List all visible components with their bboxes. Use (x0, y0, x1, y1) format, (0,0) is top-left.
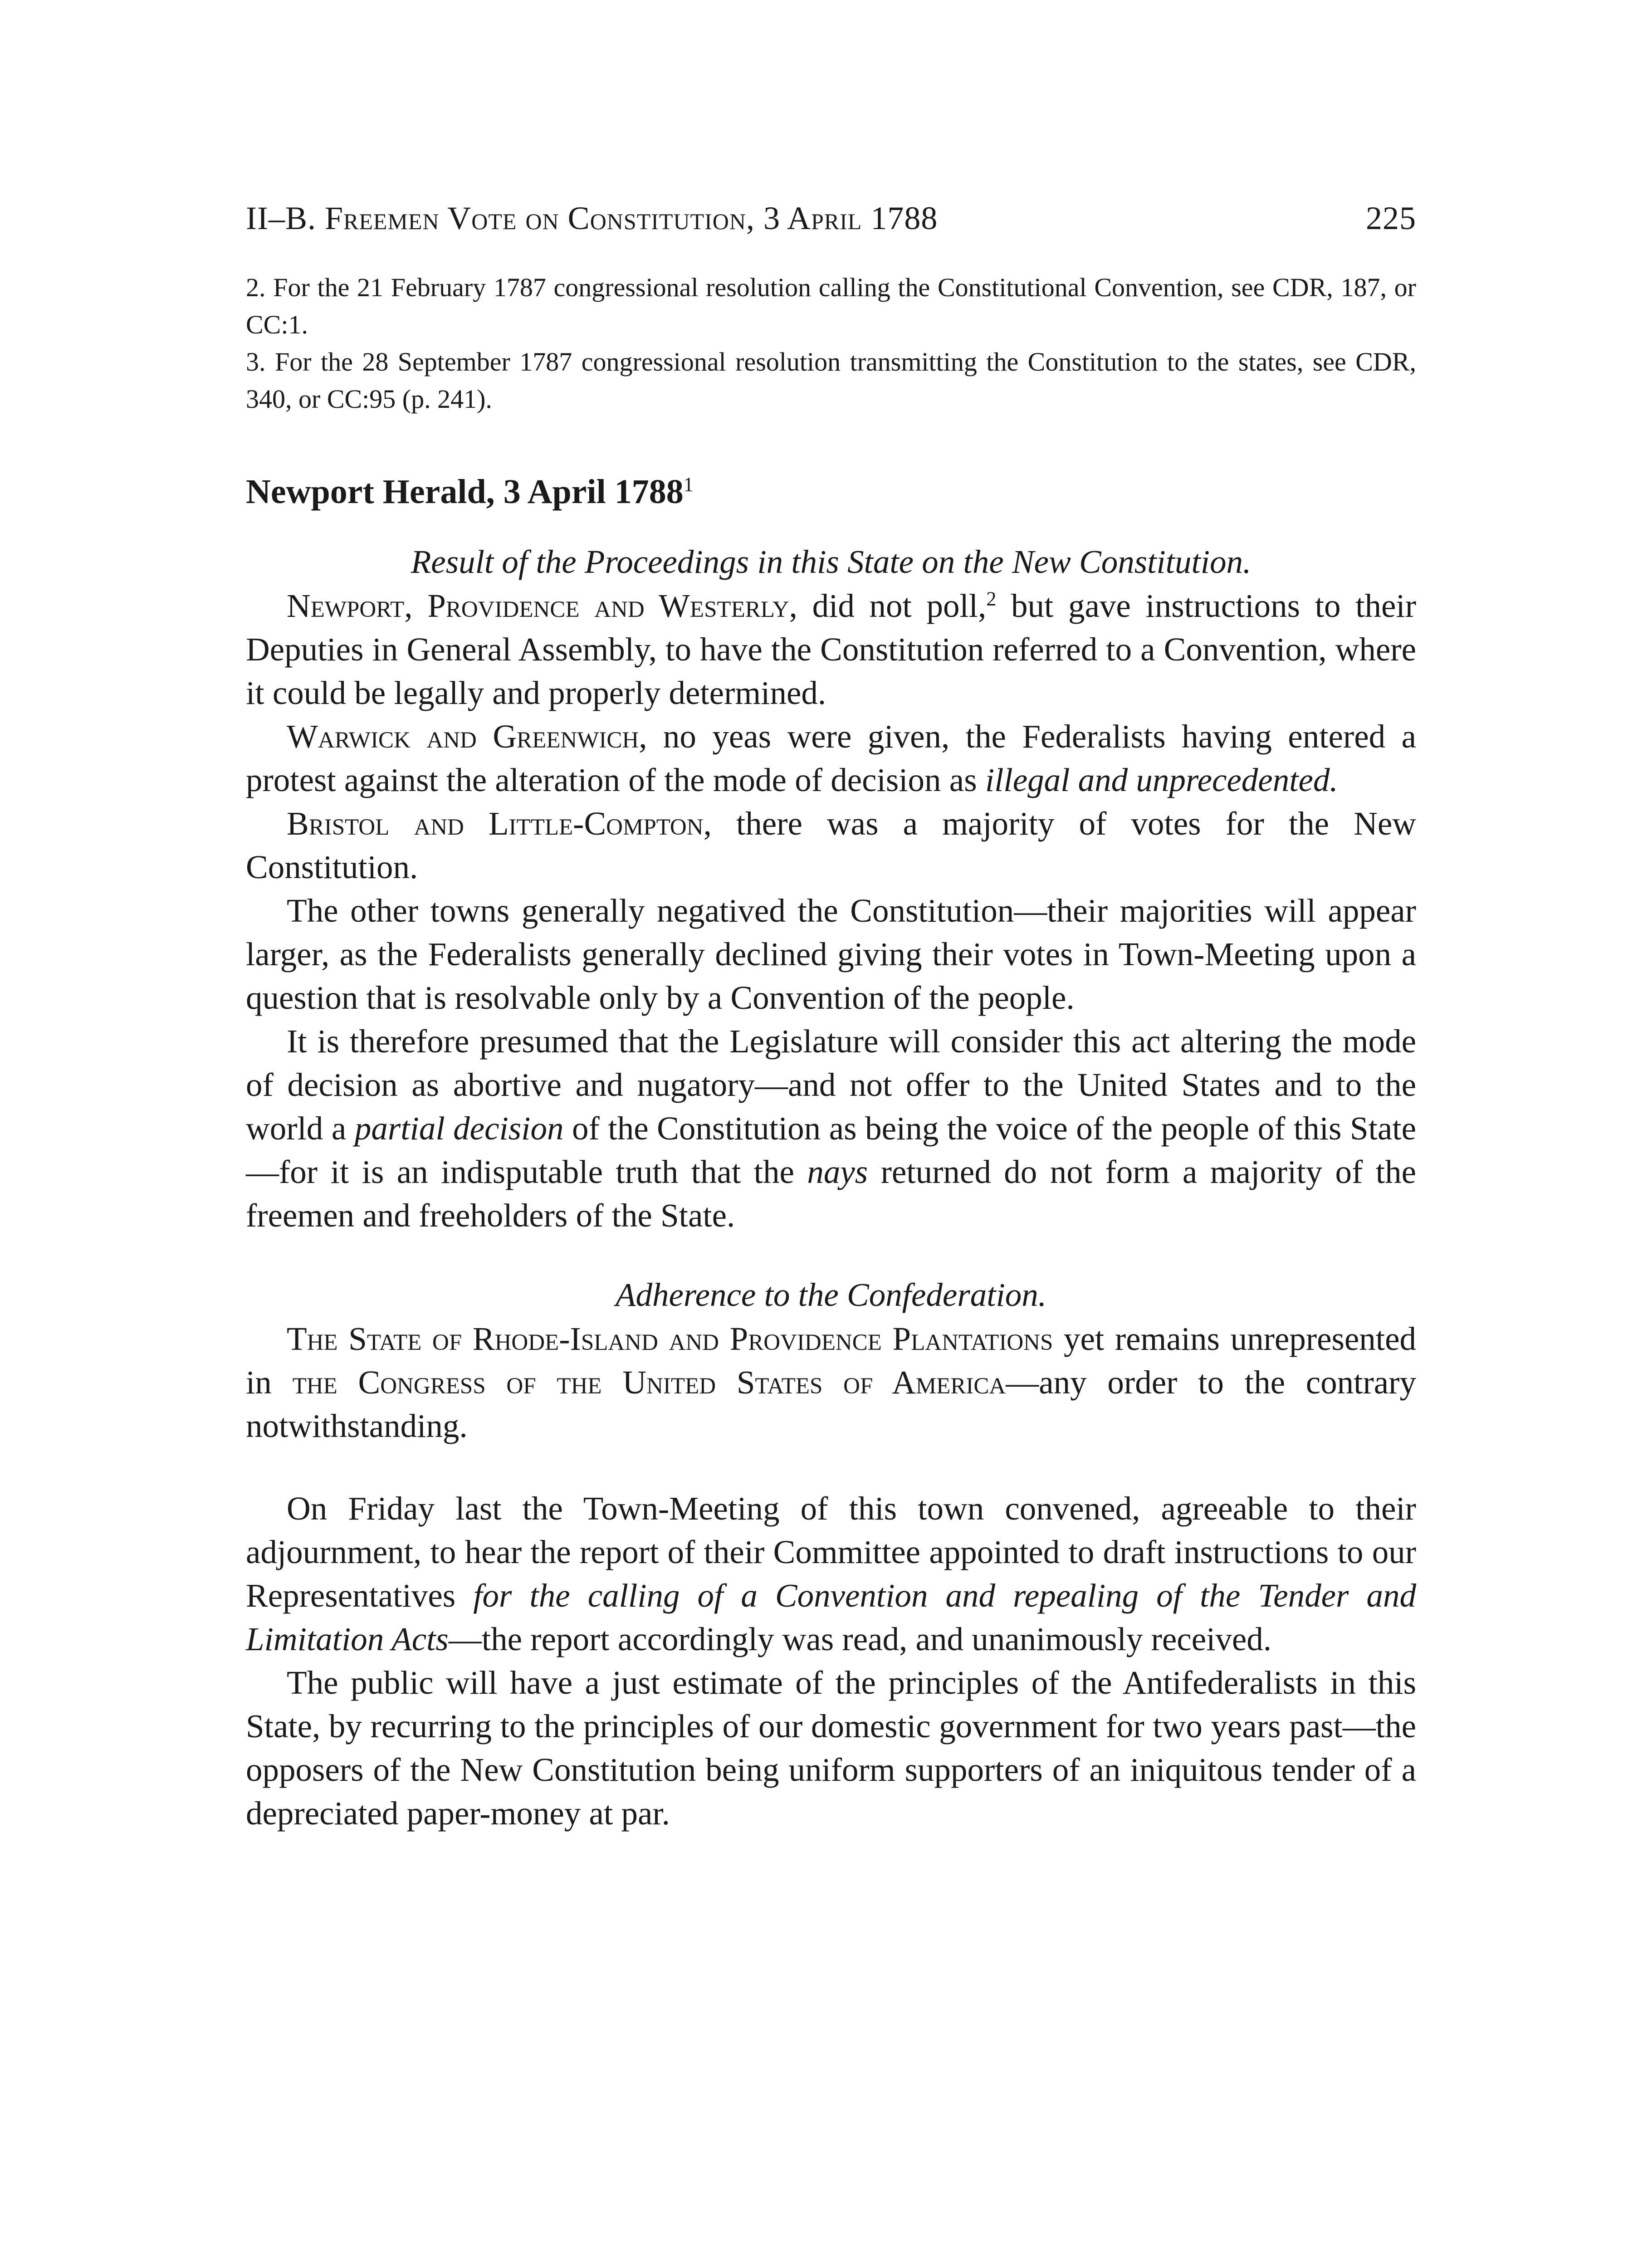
paragraph-emphasis: for the calling of a Convention and repealing of the Tender and Limitation Acts (246, 1577, 1416, 1657)
paragraph-emphasis: partial decision (354, 1110, 564, 1147)
paragraph-text: —the report accordingly was read, and unanimously received. (448, 1621, 1272, 1657)
paragraph-text: of the Constitution as being the voice of the people of this State—for it is an indisputable truth that the (246, 1110, 1416, 1190)
paragraph-text: —any order to the contrary notwithstanding. (246, 1364, 1416, 1444)
paragraph-emphasis: nays (807, 1154, 868, 1190)
town-names-bristol: Bristol and Little-Compton (287, 805, 704, 842)
paragraph-town-meeting (246, 1487, 1416, 1661)
page-number: 225 (1366, 200, 1416, 236)
paragraph-text: , there was a majority of votes for the New Constitution. (246, 805, 1416, 885)
paragraph-text: yet remains unrepresented in (246, 1320, 1416, 1401)
paragraph-text: It is therefore presumed that the Legislature will consider this act altering the mode of decision as abortive and nugatory—and not offer to the United States and to the world a (246, 1023, 1416, 1147)
footnote-2: 2. For the 21 February 1787 congressional resolution calling the Constitutional Convention, see CDR, 187, or CC:1. (246, 273, 1416, 339)
article-body (246, 584, 1416, 1237)
paragraph-warwick (246, 715, 1416, 802)
footnotes (246, 269, 1416, 418)
paragraph-newport (246, 584, 1416, 715)
paragraph-legislature (246, 1020, 1416, 1237)
paragraph-antifederalists: The public will have a just estimate of the principles of the Antifederalists in this State, by recurring to the principles of our domestic government for two years past—the opposers of the New Constitution being uniform supporters of an iniquitous tender of a depreciated paper-money at par. (246, 1664, 1416, 1832)
section-subhead-result: Result of the Proceedings in this State on the New Constitution. (411, 543, 1252, 580)
congress-name: the Congress of the United States of America (292, 1364, 1006, 1401)
article-heading (246, 472, 1416, 512)
running-head (246, 200, 1416, 237)
section-subhead-confederation: Adherence to the Confederation. (615, 1276, 1047, 1313)
paragraph-text: , did not poll, (789, 587, 987, 624)
paragraph-rhode-island (246, 1317, 1416, 1448)
state-name: The State of Rhode-Island and Providence Plantations (287, 1320, 1053, 1357)
article-heading-text: Newport Herald, 3 April 1788 (246, 473, 684, 511)
paragraph-other-towns: The other towns generally negatived the Constitution—their majorities will appear larger, as the Federalists generally declined giving their votes in Town-Meeting upon a question that is resolvable only by a Convention of the people. (246, 892, 1416, 1016)
paragraph-text: but gave instructions to their Deputies in General Assembly, to have the Constitution referred to a Convention, where it could be legally and properly determined. (246, 587, 1417, 711)
footnote-ref-2: 2 (986, 587, 997, 610)
paragraph-text: , no yeas were given, the Federalists having entered a protest against the alteration of the mode of decision as (246, 718, 1417, 798)
paragraph-emphasis: illegal and unprecedented. (985, 762, 1338, 798)
article-body-continued (246, 1317, 1416, 1835)
town-names-warwick: Warwick and Greenwich (287, 718, 639, 755)
running-head-title: II–B. Freemen Vote on Constitution, 3 April 1788 (246, 200, 938, 236)
footnote-3: 3. For the 28 September 1787 congressional resolution transmitting the Constitution to the states, see CDR, 340, or CC:95 (p. 241). (246, 347, 1416, 414)
paragraph-text: On Friday last the Town-Meeting of this town convened, agreeable to their adjournment, to hear the report of their Committee appointed to draft instructions to our Representatives (246, 1490, 1416, 1614)
article-heading-note-ref: 1 (683, 473, 694, 496)
document-page (246, 200, 1416, 1835)
paragraph-bristol (246, 802, 1416, 889)
paragraph-text: returned do not form a majority of the freemen and freeholders of the State. (246, 1154, 1416, 1234)
town-names-newport: Newport, Providence and Westerly (287, 587, 789, 624)
